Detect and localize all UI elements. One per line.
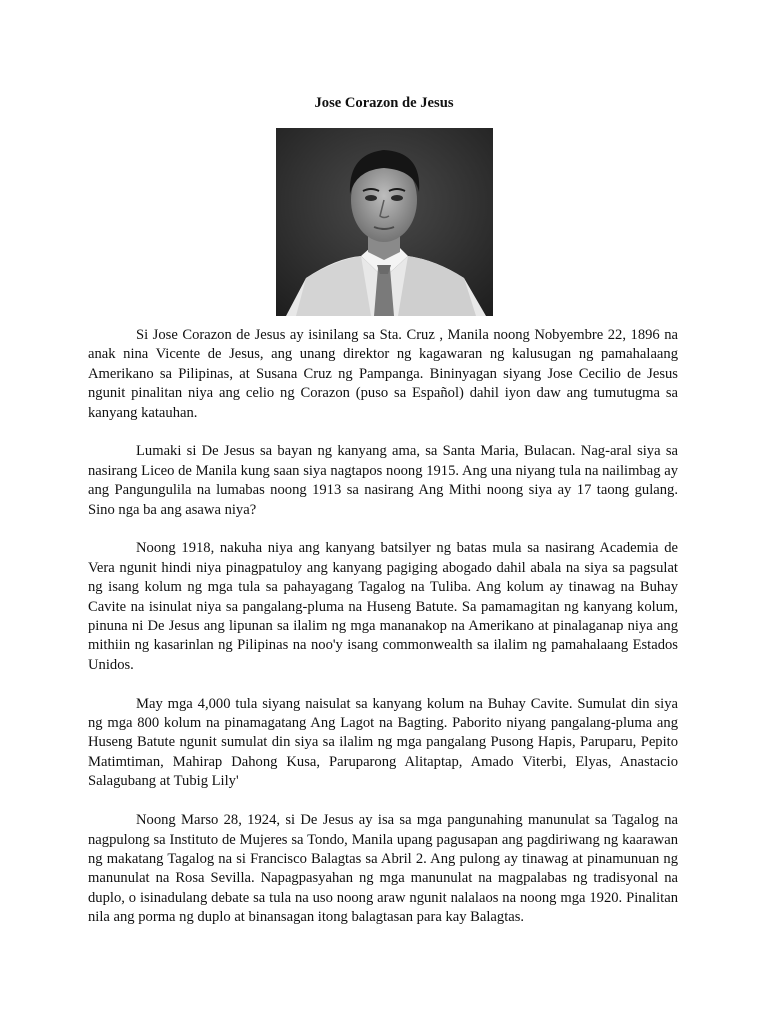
paragraph-3: Noong 1918, nakuha niya ang kanyang batsilyer ng batas mula sa nasirang Academia de Vera ngunit hindi niya pinagpatuloy ang kanyang pagiging abogado dahil abala na siya sa pagsulat ng isang kolum ng mga tula sa pahayagang Tagalog na Tuliba. Ang kolum ay tinawag na Buhay Cavite na isinulat niya sa pangalang-pluma na Huseng Batute. Sa pamamagitan ng kanyang kolum, pinuna ni De Jesus ang lipunan sa ilalim ng mga mananakop na Amerikano at pinalaganap niya ang mithiin ng kasarinlan ng Pilipinas na noo'y isang commonwealth sa ilalim ng pamahalaang Estados Unidos. [88, 540, 678, 673]
article-body [88, 326, 678, 947]
paragraph-1: Si Jose Corazon de Jesus ay isinilang sa Sta. Cruz , Manila noong Nobyembre 22, 1896 na anak nina Vicente de Jesus, ang unang direktor ng kagawaran ng kalusugan ng pamahalaang Amerikano sa Pilipinas, at Susana Cruz ng Pampanga. Bininyagan siyang Jose Cecilio de Jesus ngunit pinalitan niya ang celio ng Corazon (puso sa Español) dahil iyon daw ang tumutugma sa kanyang katauhan. [88, 327, 678, 421]
portrait-illustration [276, 128, 493, 316]
document-title: Jose Corazon de Jesus [314, 95, 454, 111]
portrait-photo [276, 128, 493, 316]
paragraph-4: May mga 4,000 tula siyang naisulat sa kanyang kolum na Buhay Cavite. Sumulat din siya ng mga 800 kolum na pinamagatang Ang Lagot na Bagting. Paborito niyang pangalang-pluma ang Huseng Batute ngunit sumulat din siya sa ilalim ng mga pangalang Pusong Hapis, Paruparu, Pepito Matimtiman, Mahirap Dahong Kusa, Paruparong Alitaptap, Amado Viterbi, Elyas, Anastacio Salagubang at Tubig Lily' [88, 695, 678, 790]
paragraph-2: Lumaki si De Jesus sa bayan ng kanyang ama, sa Santa Maria, Bulacan. Nag-aral siya sa nasirang Liceo de Manila kung saan siya nagtapos noong 1915. Ang una niyang tula na nailimbag ay ang Pangungulila na lumabas noong 1913 sa nasirang Ang Mithi noong siya ay 17 taong gulang. Sino nga ba ang asawa niya? [88, 443, 678, 518]
paragraph-5: Noong Marso 28, 1924, si De Jesus ay isa sa mga pangunahing manunulat sa Tagalog na nagpulong sa Instituto de Mujeres sa Tondo, Manila upang pagusapan ang pagdiriwang ng kaarawan ng makatang Tagalog na si Francisco Balagtas sa Abril 2. Ang pulong ay tinawag at pinamunuan ng manunulat na Rosa Sevilla. Napagpasyahan ng mga manunulat na magpalabas ng tradisyonal na duplo, o isinadulang debate sa tula na uso noong araw ngunit nalalaos na noong mga 1920. Pinalitan nila ang porma ng duplo at binansagan itong balagtasan para kay Balagtas. [88, 812, 678, 926]
